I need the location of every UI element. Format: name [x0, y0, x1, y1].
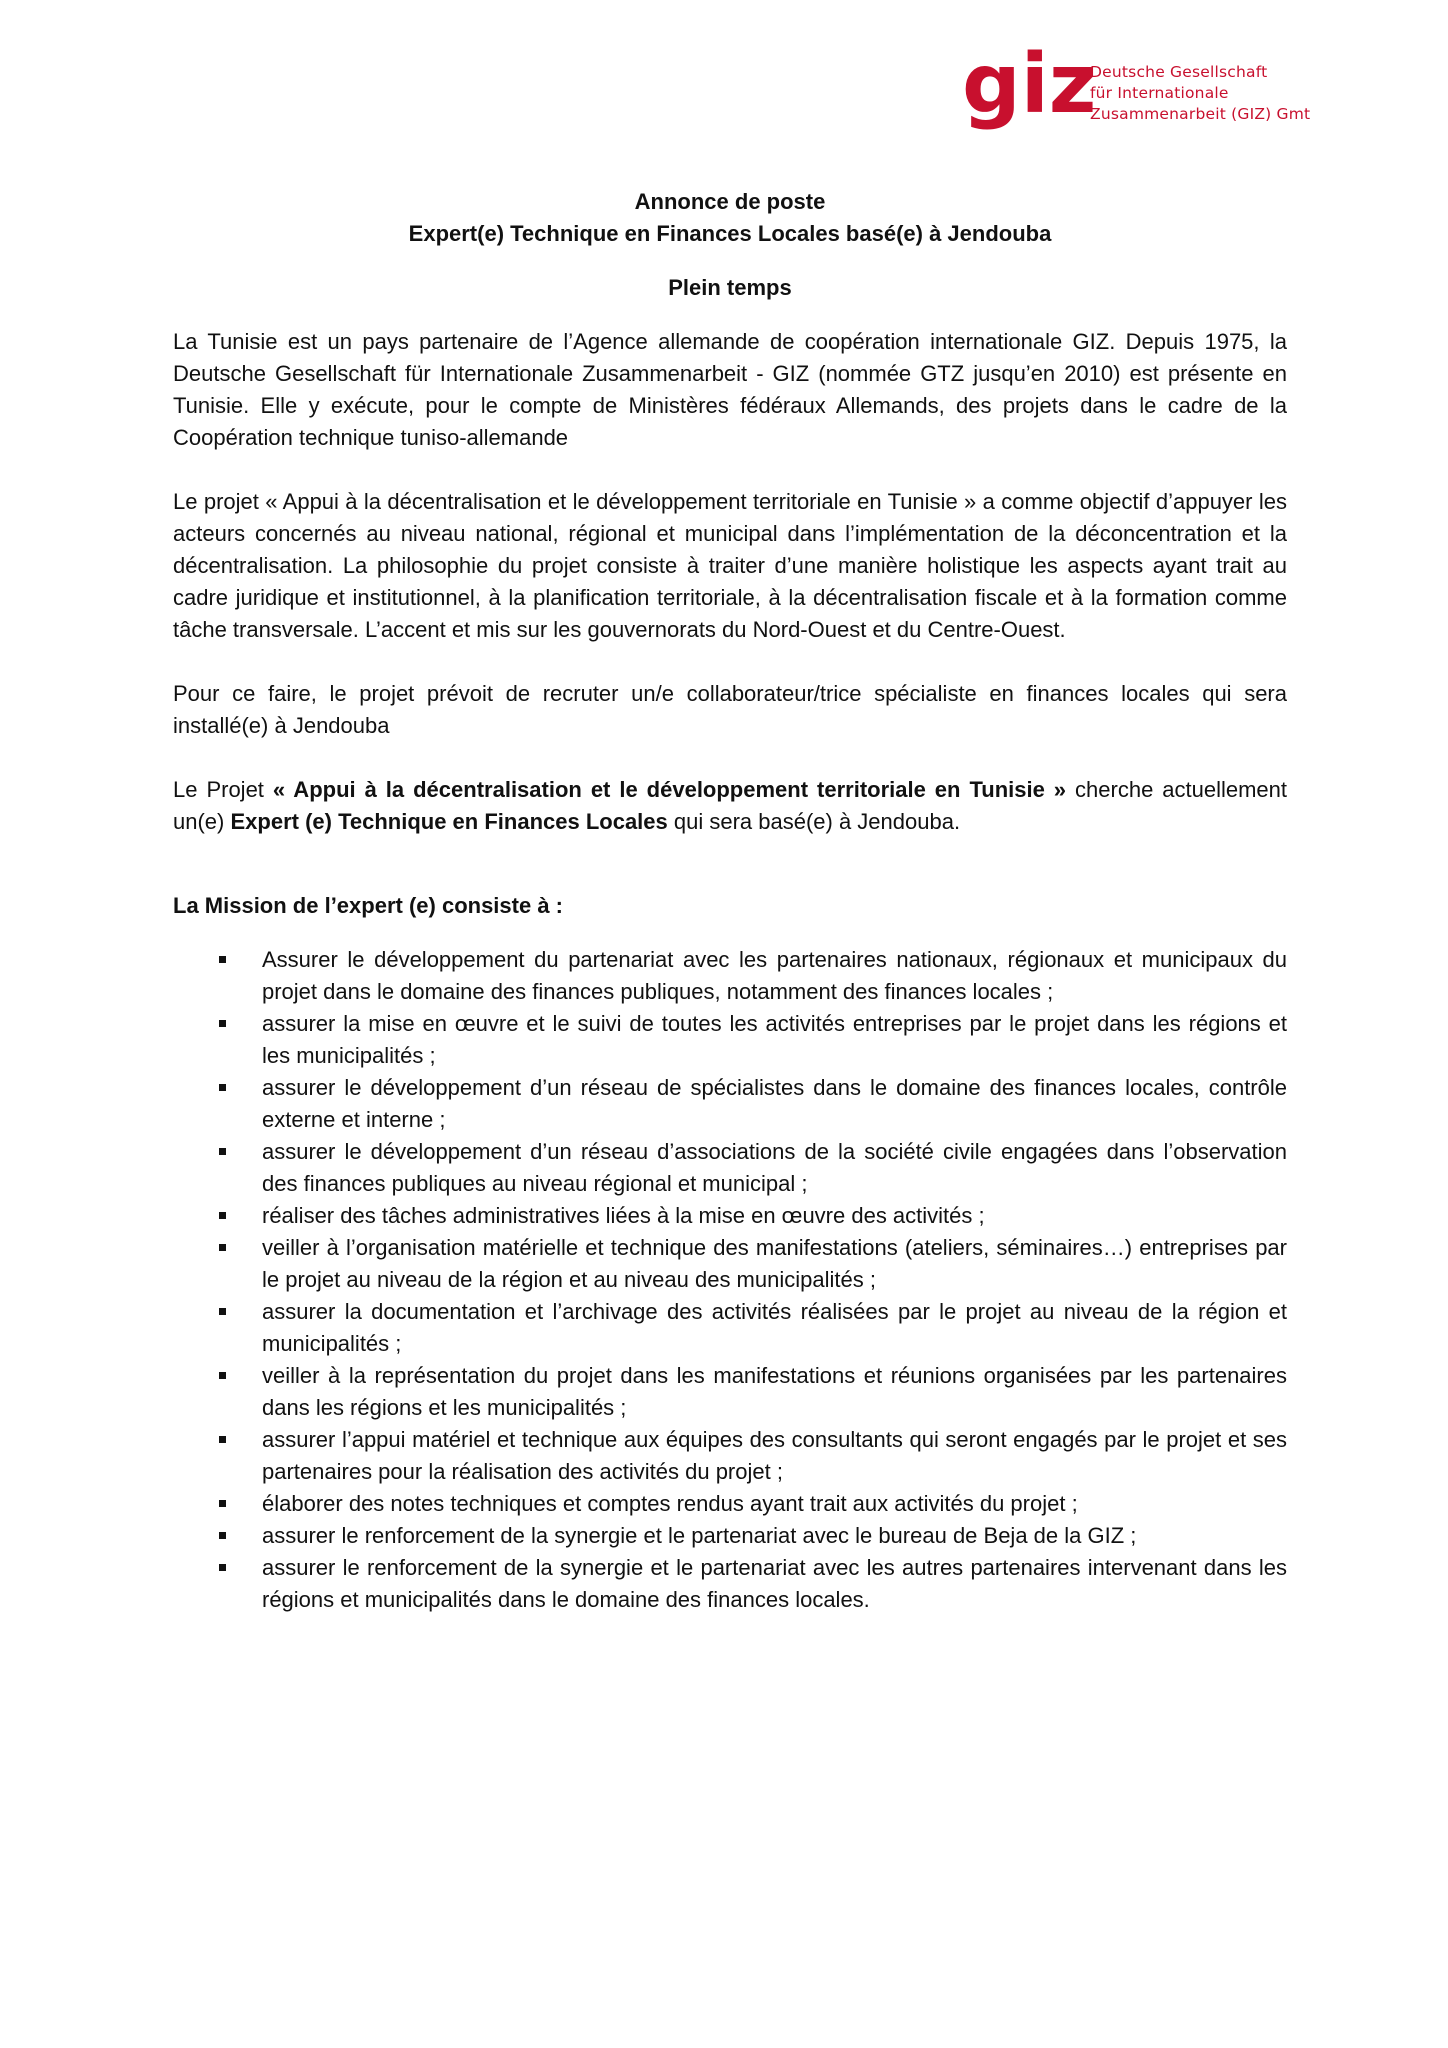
mission-title: La Mission de l’expert (e) consiste à : [173, 893, 563, 918]
list-item [173, 1232, 1287, 1296]
list-item-text: assurer le renforcement de la synergie et le partenariat avec les autres partenaires intervenant dans les régions et municipalités dans le domaine des finances locales. [262, 1555, 1287, 1612]
p4-part-a: Le Projet [173, 777, 273, 802]
announcement-label: Annonce de poste [634, 189, 826, 214]
list-item-text: élaborer des notes techniques et comptes rendus ayant trait aux activités du projet ; [262, 1491, 1078, 1516]
list-item [173, 1008, 1287, 1072]
logo-line-2: für Internationale [1090, 84, 1229, 102]
bullet-icon [219, 1244, 226, 1251]
bullet-icon [219, 1500, 226, 1507]
list-item [173, 1296, 1287, 1360]
list-item-text: veiller à l’organisation matérielle et technique des manifestations (ateliers, séminaires…) entreprises par le projet au niveau de la région et au niveau des municipalités ; [262, 1235, 1287, 1292]
logo-line-1: Deutsche Gesellschaft [1090, 63, 1268, 81]
intro-paragraph-1: La Tunisie est un pays partenaire de l’Agence allemande de coopération internationale GIZ. Depuis 1975, la Deutsche Gesellschaft für Internationale Zusammenarbeit - GIZ (nommée GTZ jusqu’en 2010) est présente en Tunisie. Elle y exécute, pour le compte de Ministères fédéraux Allemands, des projets dans le cadre de la Coopération technique tuniso-allemande [173, 329, 1287, 450]
list-item-text: réaliser des tâches administratives liées à la mise en œuvre des activités ; [262, 1203, 985, 1228]
list-item-text: assurer le développement d’un réseau d’associations de la société civile engagées dans l’observation des finances publiques au niveau régional et municipal ; [262, 1139, 1287, 1196]
mission-list [173, 944, 1287, 1616]
list-item-text: assurer le développement d’un réseau de spécialistes dans le domaine des finances locales, contrôle externe et interne ; [262, 1075, 1287, 1132]
list-item [173, 1360, 1287, 1424]
bullet-icon [219, 1212, 226, 1219]
p4-part-e: qui sera basé(e) à Jendouba. [667, 809, 961, 834]
logo-line-3: Zusammenarbeit (GIZ) Gmt [1090, 105, 1311, 123]
list-item-text: veiller à la représentation du projet dans les manifestations et réunions organisées par les partenaires dans les régions et les municipalités ; [262, 1363, 1287, 1420]
giz-logo-mark [962, 37, 1097, 144]
list-item-text: assurer l’appui matériel et technique aux équipes des consultants qui seront engagés par le projet et ses partenaires pour la réalisation des activités du projet ; [262, 1427, 1287, 1484]
list-item [173, 1072, 1287, 1136]
list-item [173, 1200, 1287, 1232]
project-name: « Appui à la décentralisation et le développement territoriale en Tunisie » [272, 777, 1067, 802]
job-title: Expert(e) Technique en Finances Locales basé(e) à Jendouba [408, 221, 1052, 246]
intro-paragraph-2: Le projet « Appui à la décentralisation et le développement territoriale en Tunisie » a comme objectif d’appuyer les acteurs concernés au niveau national, régional et municipal dans l’implémentation de la déconcentration et la décentralisation. La philosophie du projet consiste à traiter d’une manière holistique les aspects ayant trait au cadre juridique et institutionnel, à la planification territoriale, à la décentralisation fiscale et à la formation comme tâche transversale. L’accent et mis sur les gouvernorats du Nord-Ouest et du Centre-Ouest. [173, 489, 1287, 642]
logo-mark-text: giz [962, 37, 1097, 132]
list-item-text: assurer le renforcement de la synergie et le partenariat avec le bureau de Beja de la GIZ ; [262, 1523, 1137, 1548]
list-item [173, 944, 1287, 1008]
bullet-icon [219, 1372, 226, 1379]
list-item [173, 1136, 1287, 1200]
list-item [173, 1552, 1287, 1616]
bullet-icon [219, 1020, 226, 1027]
document-body [173, 186, 1287, 1616]
list-item-text: assurer la mise en œuvre et le suivi de toutes les activités entreprises par le projet dans les régions et les municipalités ; [262, 1011, 1287, 1068]
list-item [173, 1424, 1287, 1488]
giz-logo [962, 37, 1311, 144]
bullet-icon [219, 1148, 226, 1155]
position-name: Expert (e) Technique en Finances Locales [230, 809, 668, 834]
bullet-icon [219, 1308, 226, 1315]
bullet-icon [219, 956, 226, 963]
bullet-icon [219, 1436, 226, 1443]
p4-part-c: cherche actuellement un(e) [173, 777, 1288, 834]
list-item-text: Assurer le développement du partenariat avec les partenaires nationaux, régionaux et municipaux du projet dans le domaine des finances publiques, notamment des finances locales ; [262, 947, 1287, 1004]
intro-paragraph-4 [173, 774, 1287, 838]
bullet-icon [219, 1532, 226, 1539]
bullet-icon [219, 1084, 226, 1091]
bullet-icon [219, 1564, 226, 1571]
employment-type: Plein temps [668, 275, 792, 300]
list-item-text: assurer la documentation et l’archivage des activités réalisées par le projet au niveau de la région et municipalités ; [262, 1299, 1287, 1356]
list-item [173, 1488, 1287, 1520]
list-item [173, 1520, 1287, 1552]
giz-logo-text [1090, 62, 1310, 125]
intro-paragraph-3: Pour ce faire, le projet prévoit de recruter un/e collaborateur/trice spécialiste en finances locales qui sera installé(e) à Jendouba [173, 681, 1287, 738]
